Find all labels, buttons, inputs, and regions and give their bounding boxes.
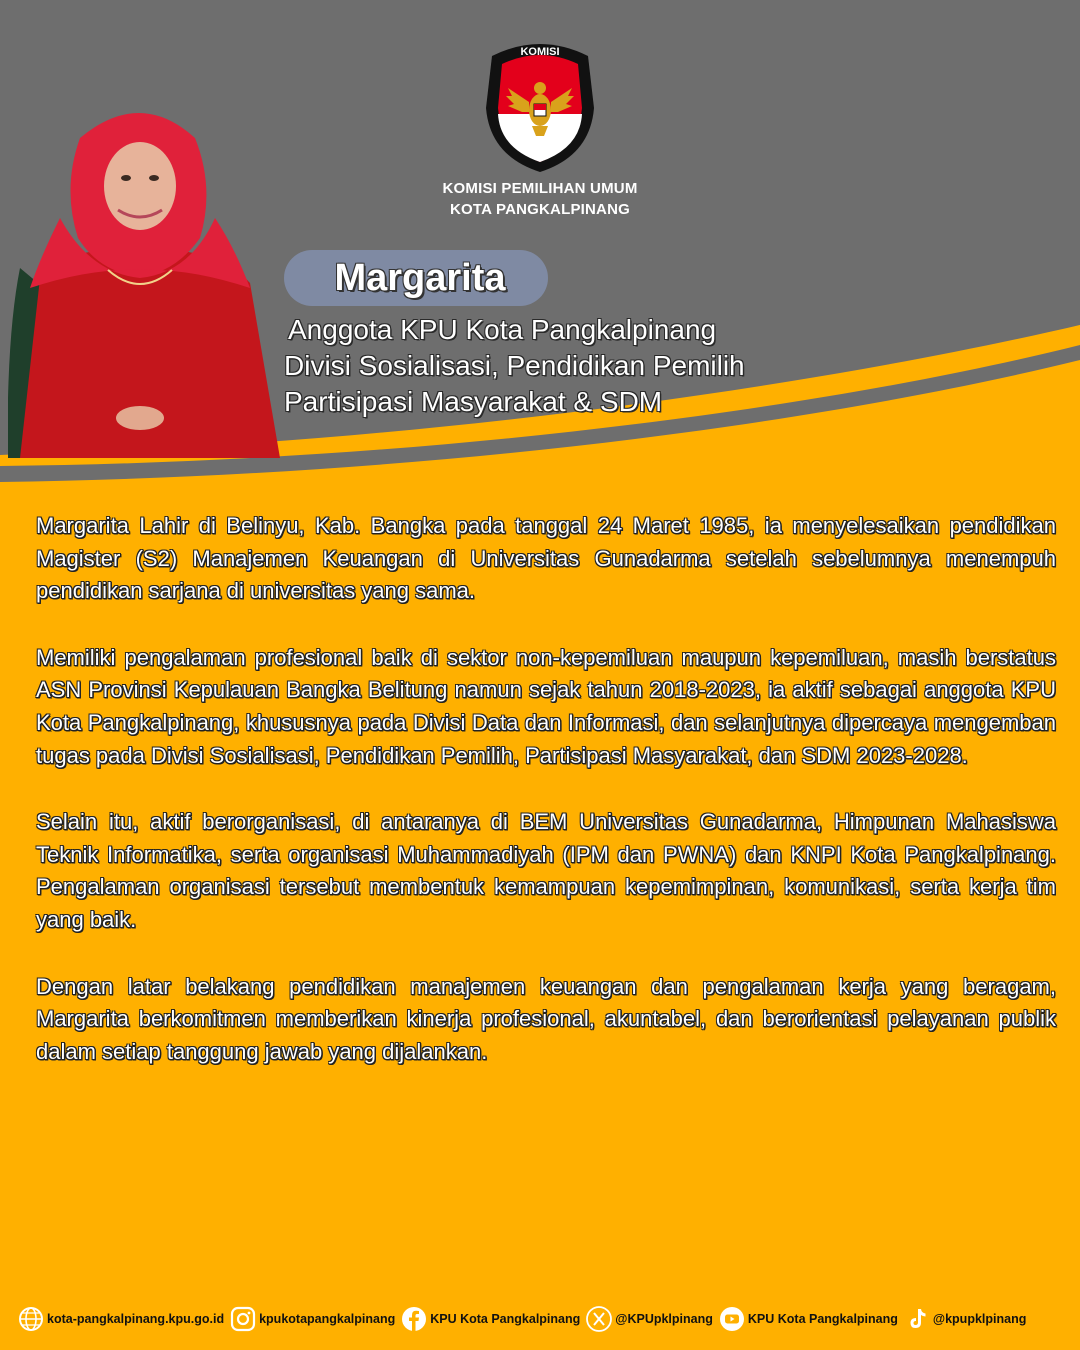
portrait-photo	[0, 98, 290, 458]
youtube-icon	[719, 1306, 745, 1332]
role-block	[284, 312, 884, 420]
bio-paragraph-4: Dengan latar belakang pendidikan manajemen keuangan dan pengalaman kerja yang beragam, Margarita berkomitmen memberikan kinerja profesional, akuntabel, dan berorientasi pelayanan publik dalam setiap tanggung jawab yang dijalankan.	[36, 973, 1056, 1064]
footer-website-link[interactable]	[18, 1306, 224, 1332]
footer-instagram-link[interactable]	[230, 1306, 395, 1332]
instagram-icon	[230, 1306, 256, 1332]
x-icon	[586, 1306, 612, 1332]
bio-paragraph-3: Selain itu, aktif berorganisasi, di antaranya di BEM Universitas Gunadarma, Himpunan Mahasiswa Teknik Informatika, serta organisasi Muhammadiyah (IPM dan PWNA) dan KNPI Kota Pangkalpinang. Pengalaman organisasi tersebut membentuk kemampuan kepemimpinan, komunikasi, serta kerja tim yang baik.	[36, 809, 1056, 932]
organization-title	[380, 178, 700, 220]
role-line-3: Partisipasi Masyarakat & SDM	[284, 386, 663, 417]
facebook-text: KPU Kota Pangkalpinang	[430, 1312, 581, 1326]
kpu-logo	[478, 38, 602, 174]
role-line-2: Divisi Sosialisasi, Pendidikan Pemilih	[284, 350, 745, 381]
youtube-text: KPU Kota Pangkalpinang	[747, 1312, 898, 1326]
bio-paragraph-1: Margarita Lahir di Belinyu, Kab. Bangka pada tanggal 24 Maret 1985, ia menyelesaikan pendidikan Magister (S2) Manajemen Keuangan di Universitas Gunadarma setelah sebelumnya menempuh pendidikan sarjana di universitas yang sama.	[36, 513, 1056, 604]
org-line-2: KOTA PANGKALPINANG	[450, 201, 630, 218]
tiktok-text: @kpupklpinang	[932, 1312, 1027, 1326]
footer-social-bar	[18, 1304, 1068, 1334]
globe-icon	[18, 1306, 44, 1332]
footer-youtube-link[interactable]	[719, 1306, 898, 1332]
facebook-icon	[401, 1306, 427, 1332]
footer-facebook-link[interactable]	[401, 1306, 580, 1332]
logo-text-top: KOMISI	[520, 46, 560, 58]
biography	[36, 510, 1056, 1102]
footer-tiktok-link[interactable]	[904, 1306, 1026, 1332]
tiktok-icon	[904, 1306, 930, 1332]
org-line-1: KOMISI PEMILIHAN UMUM	[442, 180, 638, 197]
instagram-text: kpukotapangkalpinang	[259, 1312, 396, 1326]
x-text: @KPUpklpinang	[615, 1312, 713, 1326]
role-line-1: Anggota KPU Kota Pangkalpinang	[288, 314, 717, 345]
footer-x-link[interactable]	[586, 1306, 713, 1332]
website-text: kota-pangkalpinang.kpu.go.id	[47, 1312, 225, 1326]
bio-paragraph-2: Memiliki pengalaman profesional baik di sektor non-kepemiluan maupun kepemiluan, masih berstatus ASN Provinsi Kepulauan Bangka Belitung namun sejak tahun 2018-2023, ia aktif sebagai anggota KPU Kota Pangkalpinang, khususnya pada Divisi Data dan Informasi, dan selanjutnya dipercaya mengemban tugas pada Divisi Sosialisasi, Pendidikan Pemilih, Partisipasi Masyarakat, dan SDM 2023-2028.	[36, 644, 1056, 768]
person-name: Margarita	[334, 257, 506, 299]
